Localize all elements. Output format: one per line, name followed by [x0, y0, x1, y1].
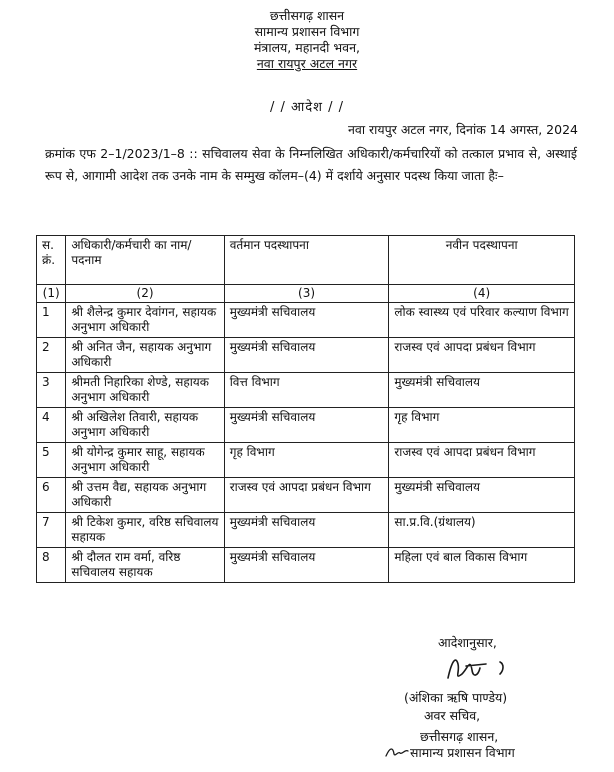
table-row: [37, 443, 575, 478]
table-row: [37, 303, 575, 338]
row-new: लोक स्वास्थ्य एवं परिवार कल्याण विभाग: [389, 303, 575, 338]
row-serial: 2: [37, 338, 66, 373]
row-serial: 3: [37, 373, 66, 408]
row-new: महिला एवं बाल विकास विभाग: [389, 548, 575, 583]
row-name: श्री टिकेश कुमार, वरिष्ठ सचिवालय सहायक: [66, 513, 224, 548]
row-current: वित्त विभाग: [224, 373, 389, 408]
order-title: / / आदेश / /: [269, 100, 345, 115]
row-current: मुख्यमंत्री सचिवालय: [224, 548, 389, 583]
row-name: श्री अखिलेश तिवारी, सहायक अनुभाग अधिकारी: [66, 408, 224, 443]
row-current: मुख्यमंत्री सचिवालय: [224, 513, 389, 548]
row-serial: 6: [37, 478, 66, 513]
table-row: [37, 338, 575, 373]
row-name: श्री दौलत राम वर्मा, वरिष्ठ सचिवालय सहायक: [66, 548, 224, 583]
signatory-department: सामान्य प्रशासन विभाग: [410, 745, 515, 760]
order-paragraph: क्रमांक एफ 2–1/2023/1–8 :: सचिवालय सेवा के निम्नलिखित अधिकारी/कर्मचारियों को तत्काल प्रभाव से, अस्थाई रूप से, आगामी आदेश तक उनके नाम के सम्मुख कॉलम–(4) में दर्शाये अनुसार पदस्थ किया जाता हैः–: [45, 146, 577, 183]
col-number: (1): [37, 285, 66, 303]
row-current: राजस्व एवं आपदा प्रबंधन विभाग: [224, 478, 389, 513]
signatory-name: (अंशिका ऋषि पाण्डेय): [404, 690, 508, 705]
row-name: श्री अनित जैन, सहायक अनुभाग अधिकारी: [66, 338, 224, 373]
letterhead-city: नवा रायपुर अटल नगर: [256, 56, 358, 71]
column-number-row: [37, 285, 575, 303]
header-name: अधिकारी/कर्मचारी का नाम/ पदनाम: [66, 236, 224, 285]
row-current: मुख्यमंत्री सचिवालय: [224, 338, 389, 373]
letterhead-department: सामान्य प्रशासन विभाग: [254, 24, 360, 39]
row-new: राजस्व एवं आपदा प्रबंधन विभाग: [389, 443, 575, 478]
col-number: (2): [66, 285, 224, 303]
row-serial: 8: [37, 548, 66, 583]
row-new: राजस्व एवं आपदा प्रबंधन विभाग: [389, 338, 575, 373]
row-current: मुख्यमंत्री सचिवालय: [224, 303, 389, 338]
row-new: सा.प्र.वि.(ग्रंथालय): [389, 513, 575, 548]
header-serial: स. क्रं.: [37, 236, 66, 285]
row-name: श्री शैलेन्द्र कुमार देवांगन, सहायक अनुभाग अधिकारी: [66, 303, 224, 338]
table-row: [37, 373, 575, 408]
header-current: वर्तमान पदस्थापना: [224, 236, 389, 285]
posting-table: [36, 235, 575, 583]
table-row: [37, 513, 575, 548]
row-serial: 5: [37, 443, 66, 478]
row-name: श्री योगेन्द्र कुमार साहू, सहायक अनुभाग अधिकारी: [66, 443, 224, 478]
row-new: मुख्यमंत्री सचिवालय: [389, 373, 575, 408]
table-row: [37, 408, 575, 443]
row-name: श्री उत्तम वैद्य, सहायक अनुभाग अधिकारी: [66, 478, 224, 513]
row-name: श्रीमती निहारिका शेण्डे, सहायक अनुभाग अधिकारी: [66, 373, 224, 408]
row-serial: 7: [37, 513, 66, 548]
table-header-row: [37, 236, 575, 285]
row-serial: 4: [37, 408, 66, 443]
header-new: नवीन पदस्थापना: [389, 236, 575, 285]
row-current: मुख्यमंत्री सचिवालय: [224, 408, 389, 443]
signatory-designation: अवर सचिव,: [424, 708, 481, 723]
signatory-govt: छत्तीसगढ़ शासन,: [420, 729, 499, 744]
table-row: [37, 478, 575, 513]
date-line: नवा रायपुर अटल नगर, दिनांक 14 अगस्त, 2024: [347, 122, 578, 137]
letterhead: [0, 8, 614, 72]
initials-mark: [384, 745, 410, 759]
letterhead-building: मंत्रालय, महानदी भवन,: [253, 40, 361, 55]
handwritten-signature: [440, 650, 522, 686]
letterhead-govt: छत्तीसगढ़ शासन: [269, 8, 345, 23]
row-new: गृह विभाग: [389, 408, 575, 443]
by-order-label: आदेशानुसार,: [438, 635, 497, 650]
col-number: (3): [224, 285, 389, 303]
table-row: [37, 548, 575, 583]
row-current: गृह विभाग: [224, 443, 389, 478]
col-number: (4): [389, 285, 575, 303]
row-serial: 1: [37, 303, 66, 338]
row-new: मुख्यमंत्री सचिवालय: [389, 478, 575, 513]
